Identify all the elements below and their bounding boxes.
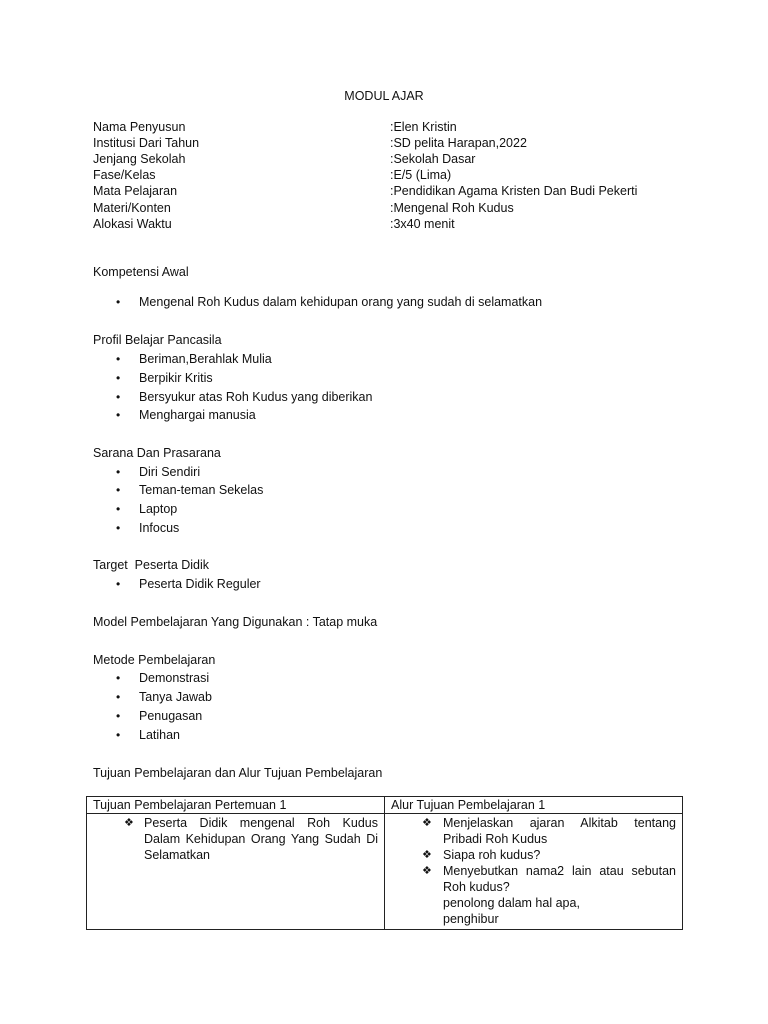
bullet-icon: • (116, 483, 121, 497)
identity-value: :Mengenal Roh Kudus (390, 201, 514, 215)
bullet-icon: • (116, 371, 121, 385)
identity-label: Alokasi Waktu (93, 217, 172, 231)
bullet-icon: • (116, 390, 121, 404)
list-item-text: Laptop (139, 502, 178, 516)
document-title: MODUL AJAR (344, 89, 424, 103)
section-heading-model: Model Pembelajaran Yang Digunakan : Tatap muka (93, 615, 378, 629)
list-item-text: Menghargai manusia (139, 408, 256, 422)
list-item-text: Penugasan (139, 709, 203, 723)
identity-label: Institusi Dari Tahun (93, 136, 200, 150)
section-heading-tujuan: Tujuan Pembelajaran dan Alur Tujuan Pembelajaran (93, 766, 383, 780)
identity-value: :Sekolah Dasar (390, 152, 476, 166)
table-header-row (87, 797, 683, 814)
bullet-icon: • (116, 352, 121, 366)
table-list-item (391, 847, 676, 863)
list-item-text: Mengenal Roh Kudus dalam kehidupan orang yang sudah di selamatkan (139, 295, 543, 309)
list-item-text: Teman-teman Sekelas (139, 483, 264, 497)
table-row (87, 814, 683, 930)
table-continuation-text: penghibur (443, 912, 499, 926)
identity-value: :SD pelita Harapan,2022 (390, 136, 527, 150)
table-list-item (93, 815, 378, 863)
list-item-text: Tanya Jawab (139, 690, 212, 704)
section-heading-sarana: Sarana Dan Prasarana (93, 446, 221, 460)
identity-value: :Pendidikan Agama Kristen Dan Budi Pekerti (390, 184, 638, 198)
identity-value: :3x40 menit (390, 217, 455, 231)
identity-value: :Elen Kristin (390, 120, 457, 134)
diamond-bullet-icon: ❖ (422, 848, 432, 861)
table-list-item-text: Siapa roh kudus? (443, 848, 541, 862)
list-item-text: Latihan (139, 728, 181, 742)
table-header-cell: Tujuan Pembelajaran Pertemuan 1 (87, 797, 385, 814)
diamond-bullet-icon: ❖ (422, 816, 432, 829)
identity-label: Materi/Konten (93, 201, 171, 215)
list-item-text: Diri Sendiri (139, 465, 201, 479)
bullet-icon: • (116, 295, 121, 309)
list-item-text: Peserta Didik Reguler (139, 577, 261, 591)
bullet-icon: • (116, 671, 121, 685)
identity-label: Fase/Kelas (93, 168, 156, 182)
table-cell-alur (385, 814, 683, 930)
list-item-text: Infocus (139, 521, 180, 535)
list-item-text: Beriman,Berahlak Mulia (139, 352, 272, 366)
bullet-icon: • (116, 709, 121, 723)
identity-label: Jenjang Sekolah (93, 152, 186, 166)
table-header-cell: Alur Tujuan Pembelajaran 1 (385, 797, 683, 814)
bullet-icon: • (116, 577, 121, 591)
bullet-icon: • (116, 502, 121, 516)
table-cell-tujuan (87, 814, 385, 930)
bullet-icon: • (116, 521, 121, 535)
identity-label: Mata Pelajaran (93, 184, 178, 198)
tujuan-table (86, 796, 683, 930)
identity-value: :E/5 (Lima) (390, 168, 452, 182)
bullet-icon: • (116, 465, 121, 479)
list-item-text: Bersyukur atas Roh Kudus yang diberikan (139, 390, 373, 404)
bullet-icon: • (116, 728, 121, 742)
section-heading-metode: Metode Pembelajaran (93, 653, 216, 667)
table-list-item (391, 863, 676, 895)
identity-label: Nama Penyusun (93, 120, 186, 134)
bullet-icon: • (116, 408, 121, 422)
section-heading-kompetensi-awal: Kompetensi Awal (93, 265, 189, 279)
table-list-item-text: Menjelaskan ajaran Alkitab tentang Pribadi Roh Kudus (443, 816, 676, 846)
bullet-icon: • (116, 690, 121, 704)
table-list-item-text: Peserta Didik mengenal Roh Kudus Dalam Kehidupan Orang Yang Sudah Di Selamatkan (144, 816, 378, 862)
list-item-text: Berpikir Kritis (139, 371, 213, 385)
table-continuation-text: penolong dalam hal apa, (443, 896, 580, 910)
table-list-item (391, 815, 676, 847)
section-heading-profil: Profil Belajar Pancasila (93, 333, 222, 347)
list-item-text: Demonstrasi (139, 671, 210, 685)
diamond-bullet-icon: ❖ (422, 864, 432, 877)
section-heading-target: Target Peserta Didik (93, 558, 210, 572)
table-list-item-text: Menyebutkan nama2 lain atau sebutan Roh kudus? (443, 864, 676, 894)
diamond-bullet-icon: ❖ (124, 816, 134, 829)
